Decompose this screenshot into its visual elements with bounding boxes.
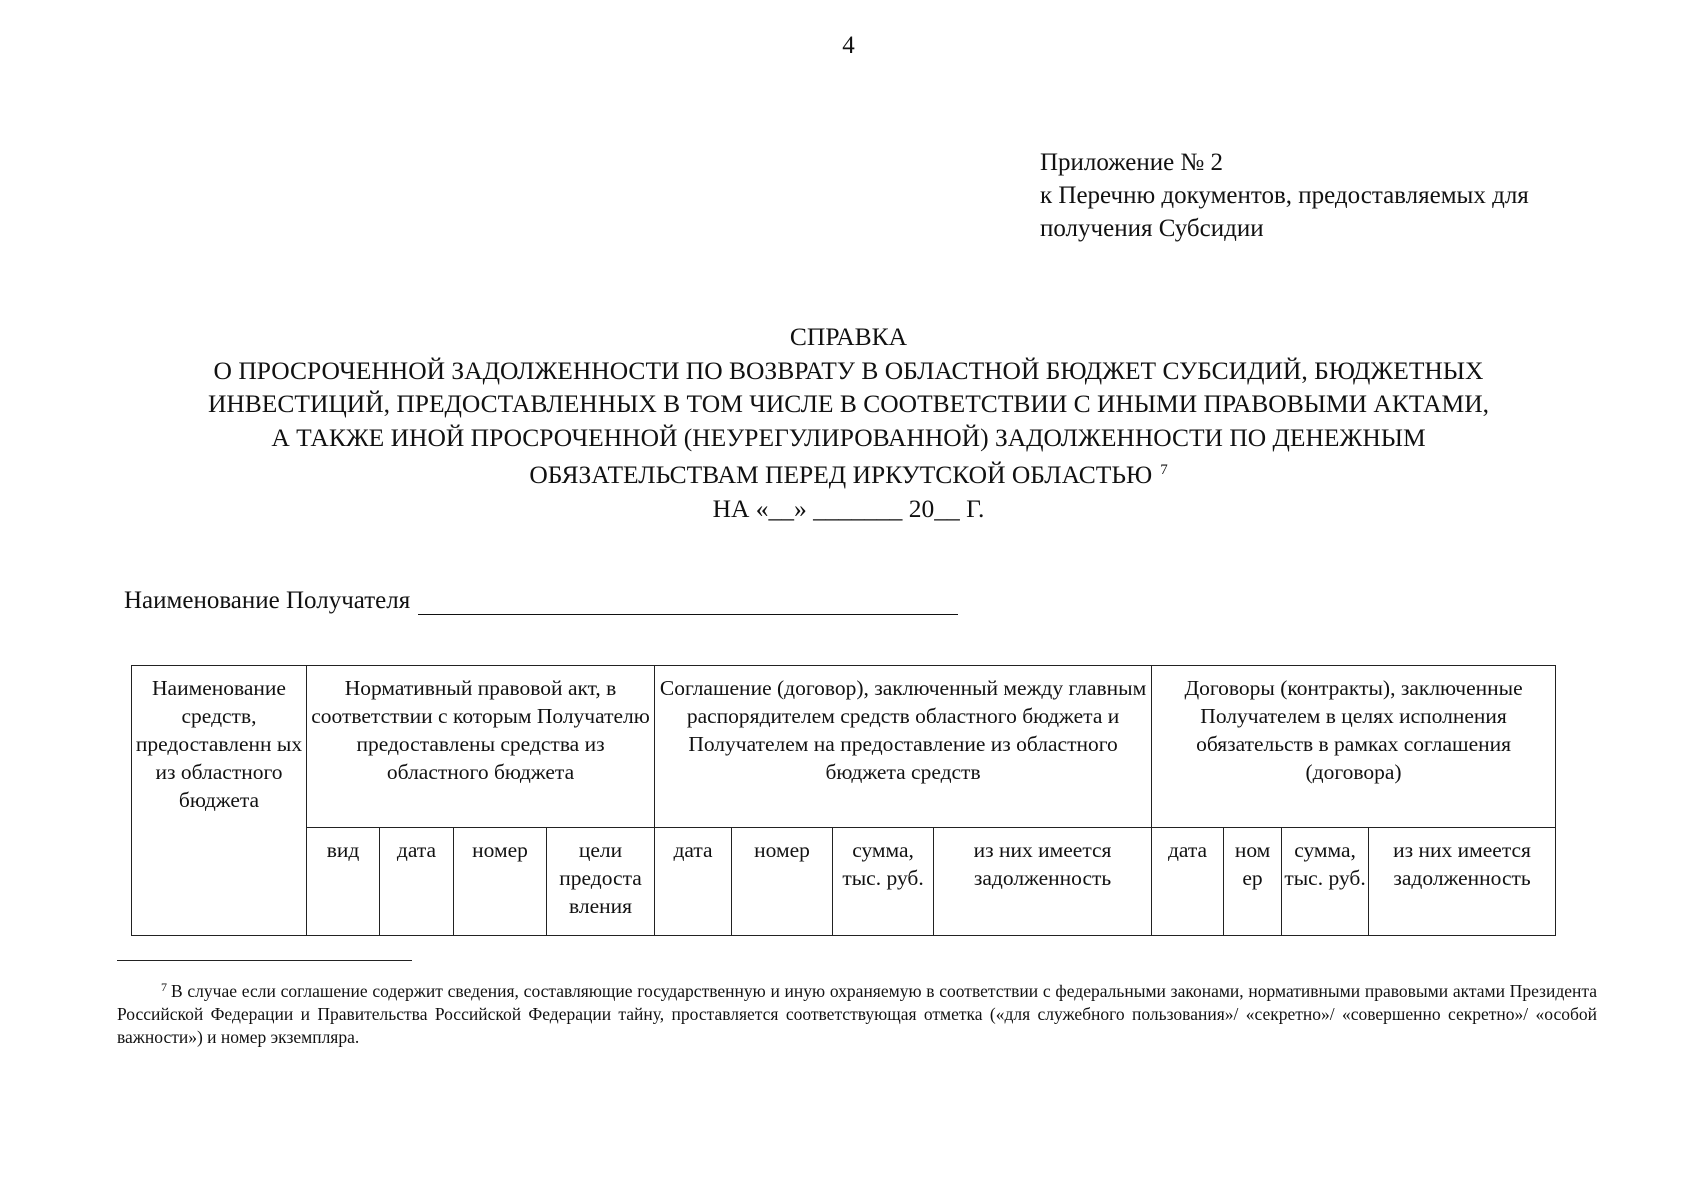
- title-line: А ТАКЖЕ ИНОЙ ПРОСРОЧЕННОЙ (НЕУРЕГУЛИРОВАННОЙ) ЗАДОЛЖЕННОСТИ ПО ДЕНЕЖНЫМ: [271, 422, 1426, 452]
- header-act-purpose: цели предоста вления: [547, 828, 655, 936]
- header-act-number: номер: [454, 828, 547, 936]
- page-number: 4: [842, 32, 855, 59]
- appendix-title: Приложение № 2: [1040, 149, 1224, 176]
- debt-table: [131, 665, 1556, 936]
- appendix-reference-line: получения Субсидии: [1040, 215, 1264, 242]
- header-act-date: дата: [380, 828, 454, 936]
- header-agreement-debt: из них имеется задолженность: [934, 828, 1152, 936]
- appendix-header: [1040, 146, 1680, 245]
- header-act-type: вид: [307, 828, 380, 936]
- header-contract-debt: из них имеется задолженность: [1369, 828, 1556, 936]
- footnote-text: В случае если соглашение содержит сведения, составляющие государственную и иную охраняемую в соответствии с федеральными законами, нормативными правовыми актами Президента Российской Федерации и Правительства Российской Федерации тайну, проставляется соответствующая отметка («для служебного пользования»/ «секретно»/ «совершенно секретно»/ «особой важности») и номер экземпляра.: [117, 981, 1597, 1047]
- title-date-line: НА «__» _______ 20__ Г.: [712, 493, 985, 523]
- recipient-label: Наименование Получателя: [124, 587, 411, 614]
- footnote-reference: 7: [1160, 462, 1168, 478]
- header-agreement-number: номер: [732, 828, 833, 936]
- header-contract-date: дата: [1152, 828, 1224, 936]
- title-heading: СПРАВКА: [789, 322, 908, 351]
- recipient-fill-line[interactable]: [418, 588, 958, 615]
- header-agreement-sum: сумма, тыс. руб.: [833, 828, 934, 936]
- title-line: О ПРОСРОЧЕННОЙ ЗАДОЛЖЕННОСТИ ПО ВОЗВРАТУ В ОБЛАСТНОЙ БЮДЖЕТ СУБСИДИЙ, БЮДЖЕТНЫХ: [213, 355, 1484, 385]
- header-normative-act: Нормативный правовой акт, в соответствии с которым Получателю предоставлены средства из областного бюджета: [307, 666, 655, 828]
- footnote: [117, 976, 1597, 1049]
- recipient-field: [124, 587, 958, 615]
- footnote-number: 7: [161, 980, 167, 994]
- title-line: ИНВЕСТИЦИЙ, ПРЕДОСТАВЛЕННЫХ В ТОМ ЧИСЛЕ В СООТВЕТСТВИИ С ИНЫМИ ПРАВОВЫМИ АКТАМИ,: [207, 389, 1490, 418]
- header-funds-name: Наименование средств, предоставленн ых из областного бюджета: [132, 666, 307, 936]
- footnote-separator: [117, 960, 412, 961]
- title-line-text: ОБЯЗАТЕЛЬСТВАМ ПЕРЕД ИРКУТСКОЙ ОБЛАСТЬЮ: [529, 460, 1153, 489]
- header-contract-number: ном ер: [1224, 828, 1282, 936]
- header-contract-sum: сумма, тыс. руб.: [1282, 828, 1369, 936]
- header-agreement: Соглашение (договор), заключенный между главным распорядителем средств областного бюджета и Получателем на предоставление из областного бюджета средств: [655, 666, 1152, 828]
- document-title: [60, 320, 1637, 525]
- header-contracts: Договоры (контракты), заключенные Получателем в целях исполнения обязательств в рамках соглашения (договора): [1152, 666, 1556, 828]
- appendix-reference-line: к Перечню документов, предоставляемых для: [1040, 182, 1529, 209]
- header-agreement-date: дата: [655, 828, 732, 936]
- title-line: [60, 454, 1637, 492]
